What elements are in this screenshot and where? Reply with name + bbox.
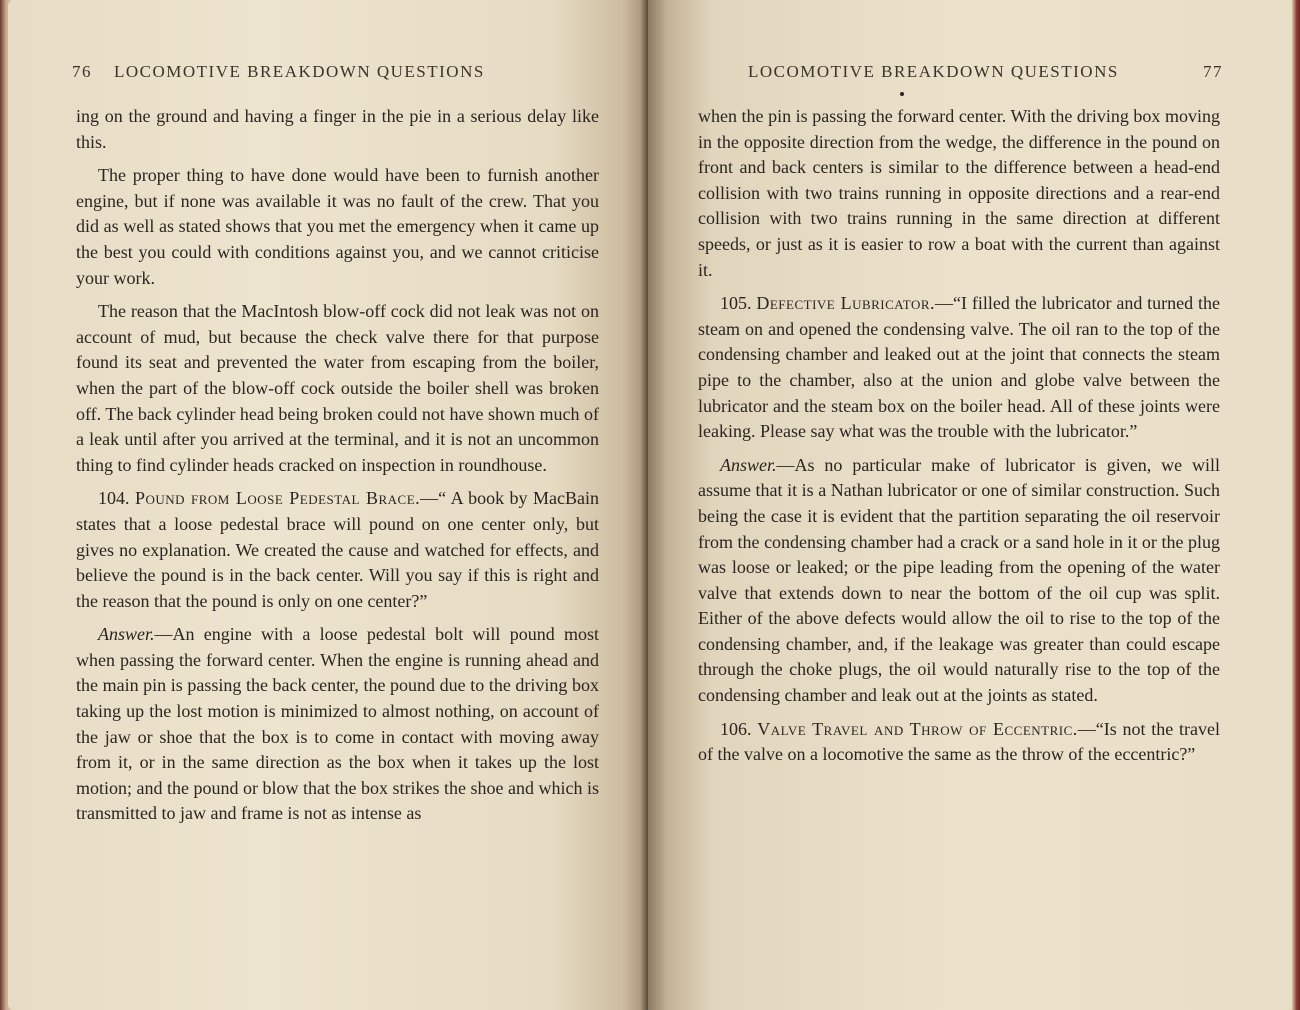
question-heading: Defective Lubricator. [756,293,936,314]
question-104 [76,486,599,614]
answer-105 [698,453,1220,709]
question-number: 105. [720,293,752,314]
question-text: —“ A book by MacBain states that a loose pedestal brace will pound on one center only, but gives no explanation. We created the cause and watched for effects, and believe the pound is in the back center. Will you say if this is right and the reason that the pound is only on one center?” [76,488,600,611]
left-page-body [76,104,599,835]
question-105 [698,291,1220,445]
running-head-title: LOCOMOTIVE BREAKDOWN QUESTIONS [748,62,1119,81]
question-heading: Pound from Loose Pedestal Brace. [134,488,421,509]
running-head-title: LOCOMOTIVE BREAKDOWN QUESTIONS [114,62,485,81]
question-text: —“Is not the travel of the valve on a locomotive the same as the throw of the eccentric?” [698,718,1220,765]
question-heading: Valve Travel and Throw of Eccentric. [757,718,1078,739]
right-running-head [748,62,1223,82]
paragraph: ing on the ground and having a finger in the pie in a serious delay like this. [76,106,599,152]
left-running-head [72,62,485,82]
left-page [8,0,648,1010]
right-page [648,0,1292,1010]
book-edge [1292,0,1300,1010]
question-number: 106. [720,718,752,739]
page-number: 76 [72,62,92,81]
question-106 [698,717,1220,768]
right-page-body [698,104,1220,776]
answer-label: Answer. [720,454,777,475]
paragraph: The proper thing to have done would have been to furnish another engine, but if none was available it was no fault of the crew. That you did as well as stated shows that you met the emergency when it came up the best you could with conditions against you, and we cannot criticise your work. [76,165,599,288]
question-text: —“I filled the lubricator and turned the steam on and opened the condensing valve. The oil ran to the top of the condensing chamber and leaked out at the joint that connects the steam pipe to the chamber, also at the union and globe valve between the lubricator and the steam box on the boiler head. All of these joints were leaking. Please say what was the trouble with the lubricator.” [698,293,1220,442]
answer-text: —An engine with a loose pedestal bolt will pound most when passing the forward center. When the engine is running ahead and the main pin is passing the back center, the pound due to the driving box taking up the lost motion is minimized to almost nothing, on account of the jaw or shoe that the box is to come in contact with moving away from it, or in the same direction as the box when it takes up the lost motion; and the pound or blow that the box strikes the shoe and which is transmitted to jaw and frame is not as intense as [76,624,599,824]
paragraph: The reason that the MacIntosh blow-off cock did not leak was not on account of mud, but because the check valve there for that purpose found its seat and prevented the water from escaping from the boiler, when the part of the blow-off cock outside the boiler shell was broken off. The back cylinder head being broken could not have shown much of a leak until after you arrived at the terminal, and it is not an uncommon thing to find cylinder heads cracked on inspection in roundhouse. [76,301,599,475]
answer-text: —As no particular make of lubricator is given, we will assume that it is a Nathan lubricator or one of similar construction. Such being the case it is evident that the partition separating the oil reservoir from the condensing chamber had a crack or a sand hole in it or the plug was loose or leaked; or the pipe leading from the opening of the water valve that extends down to near the bottom of the oil cup was split. Either of the above defects would allow the oil to rise to the top of the condensing chamber, and, if the leakage was greater than could escape through the choke plugs, the oil would naturally rise to the top of the condensing chamber and leak out at the joints as stated. [698,454,1220,706]
question-number: 104. [98,488,130,509]
page-number: 77 [1203,62,1223,81]
ink-speck [900,92,904,96]
answer-104 [76,622,599,827]
paragraph: when the pin is passing the forward center. With the driving box moving in the opposite direction from the wedge, the difference in the pound on front and back centers is similar to the difference between a head-end collision with two trains running in opposite directions and a rear-end collision with two trains running in the same direction at different speeds, or just as it is easier to row a boat with the current than against it. [698,106,1220,280]
answer-label: Answer. [98,624,155,645]
